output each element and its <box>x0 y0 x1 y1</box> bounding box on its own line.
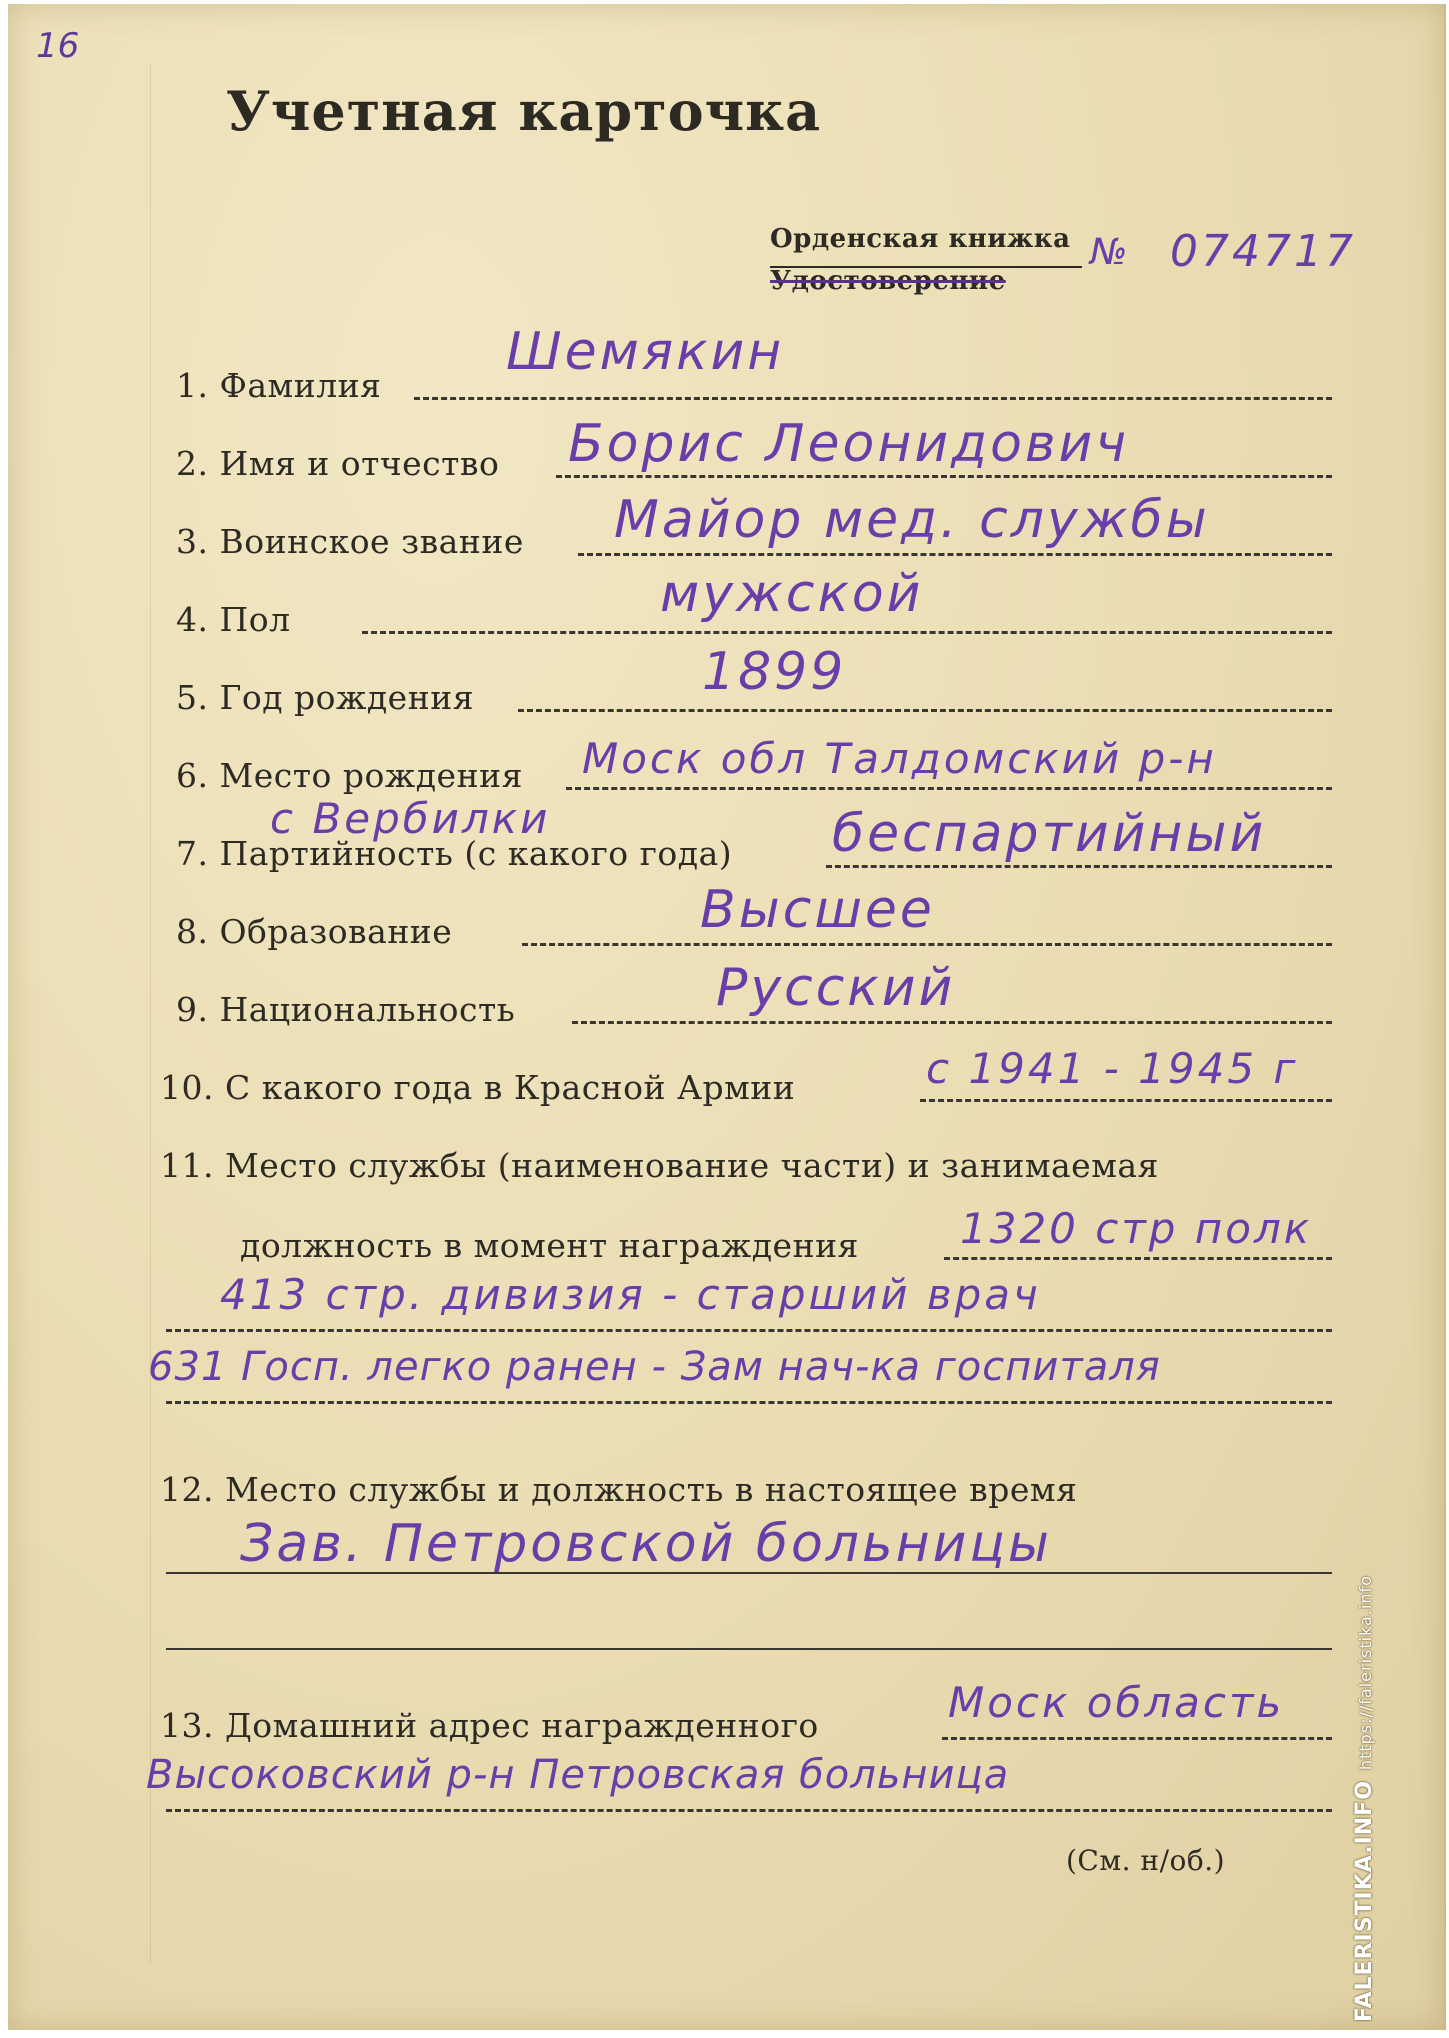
field-line-nationality <box>572 1021 1332 1024</box>
field-label-nationality: 9. Национальность <box>176 990 516 1029</box>
field-label-party: 7. Партийность (с какого года) <box>176 834 733 873</box>
field-line-party <box>826 865 1332 868</box>
footer-note: (См. н/об.) <box>1066 1844 1226 1877</box>
paper-fold <box>150 64 151 1964</box>
field-value-education: Высшее <box>700 880 935 940</box>
field-value-current-service: Зав. Петровской больницы <box>240 1514 1052 1574</box>
certificate-label: Удостоверение <box>770 266 1006 296</box>
field-line-surname <box>414 397 1332 400</box>
field-line-home-address-2 <box>166 1809 1332 1812</box>
field-label-service-place-1: 11. Место службы (наименование части) и занимаемая <box>160 1146 1159 1185</box>
field-value-service-unit: 1320 стр полк <box>960 1204 1313 1253</box>
field-line-current-service-2 <box>166 1648 1332 1650</box>
field-label-current-service: 12. Место службы и должность в настоящее время <box>160 1470 1078 1509</box>
field-line-service-place-3 <box>166 1401 1332 1404</box>
field-line-rank <box>578 553 1332 556</box>
field-label-home-address: 13. Домашний адрес награжденного <box>160 1706 819 1745</box>
field-line-education <box>522 943 1332 946</box>
field-value-home-address-1: Моск область <box>948 1678 1285 1727</box>
order-book-label: Орденская книжка <box>770 224 1071 254</box>
field-value-service-hospital: 631 Госп. легко ранен - Зам нач-ка госпиталя <box>148 1344 1161 1390</box>
field-value-sex: мужской <box>660 564 924 624</box>
field-line-name <box>556 475 1332 478</box>
field-label-sex: 4. Пол <box>176 600 291 639</box>
field-value-nationality: Русский <box>716 958 956 1018</box>
field-line-birth-year <box>518 709 1332 712</box>
field-value-name: Борис Леонидович <box>568 414 1130 474</box>
field-value-rank: Майор мед. службы <box>614 490 1210 550</box>
record-card <box>8 4 1446 2030</box>
field-label-name: 2. Имя и отчество <box>176 444 500 483</box>
number-sign: № <box>1090 232 1131 273</box>
field-line-birthplace <box>566 787 1332 790</box>
order-book-number: 074717 <box>1170 226 1356 277</box>
field-label-army-since: 10. С какого года в Красной Армии <box>160 1068 796 1107</box>
field-label-rank: 3. Воинское звание <box>176 522 524 561</box>
field-label-surname: 1. Фамилия <box>176 366 382 405</box>
card-title: Учетная карточка <box>226 79 822 143</box>
watermark-brand: FALERISTIKA.INFO <box>1352 1780 1377 2022</box>
field-line-service-place-2 <box>166 1329 1332 1332</box>
field-value-party: беспартийный <box>832 804 1267 864</box>
watermark <box>1352 1575 1377 2022</box>
field-line-service-place <box>944 1257 1332 1260</box>
field-value-surname: Шемякин <box>506 322 785 382</box>
field-value-birthplace: Моск обл Талдомский р-н <box>582 734 1217 783</box>
field-line-army-since <box>920 1099 1332 1102</box>
field-value-service-division: 413 стр. дивизия - старший врач <box>220 1270 1041 1319</box>
page-number: 16 <box>36 26 80 66</box>
field-label-service-place-2: должность в момент награждения <box>240 1226 859 1265</box>
field-label-birthplace: 6. Место рождения <box>176 756 523 795</box>
field-value-home-address-2: Высоковский р-н Петровская больница <box>146 1752 1010 1798</box>
field-line-home-address <box>942 1737 1332 1740</box>
field-line-sex <box>362 631 1332 634</box>
field-label-birth-year: 5. Год рождения <box>176 678 475 717</box>
field-value-birth-year: 1899 <box>702 642 847 702</box>
field-value-army-since: с 1941 - 1945 г <box>926 1044 1299 1093</box>
field-value-birthplace-continued: с Вербилки <box>270 794 551 843</box>
watermark-url: https://faleristika.info <box>1356 1575 1375 1771</box>
field-label-education: 8. Образование <box>176 912 453 951</box>
